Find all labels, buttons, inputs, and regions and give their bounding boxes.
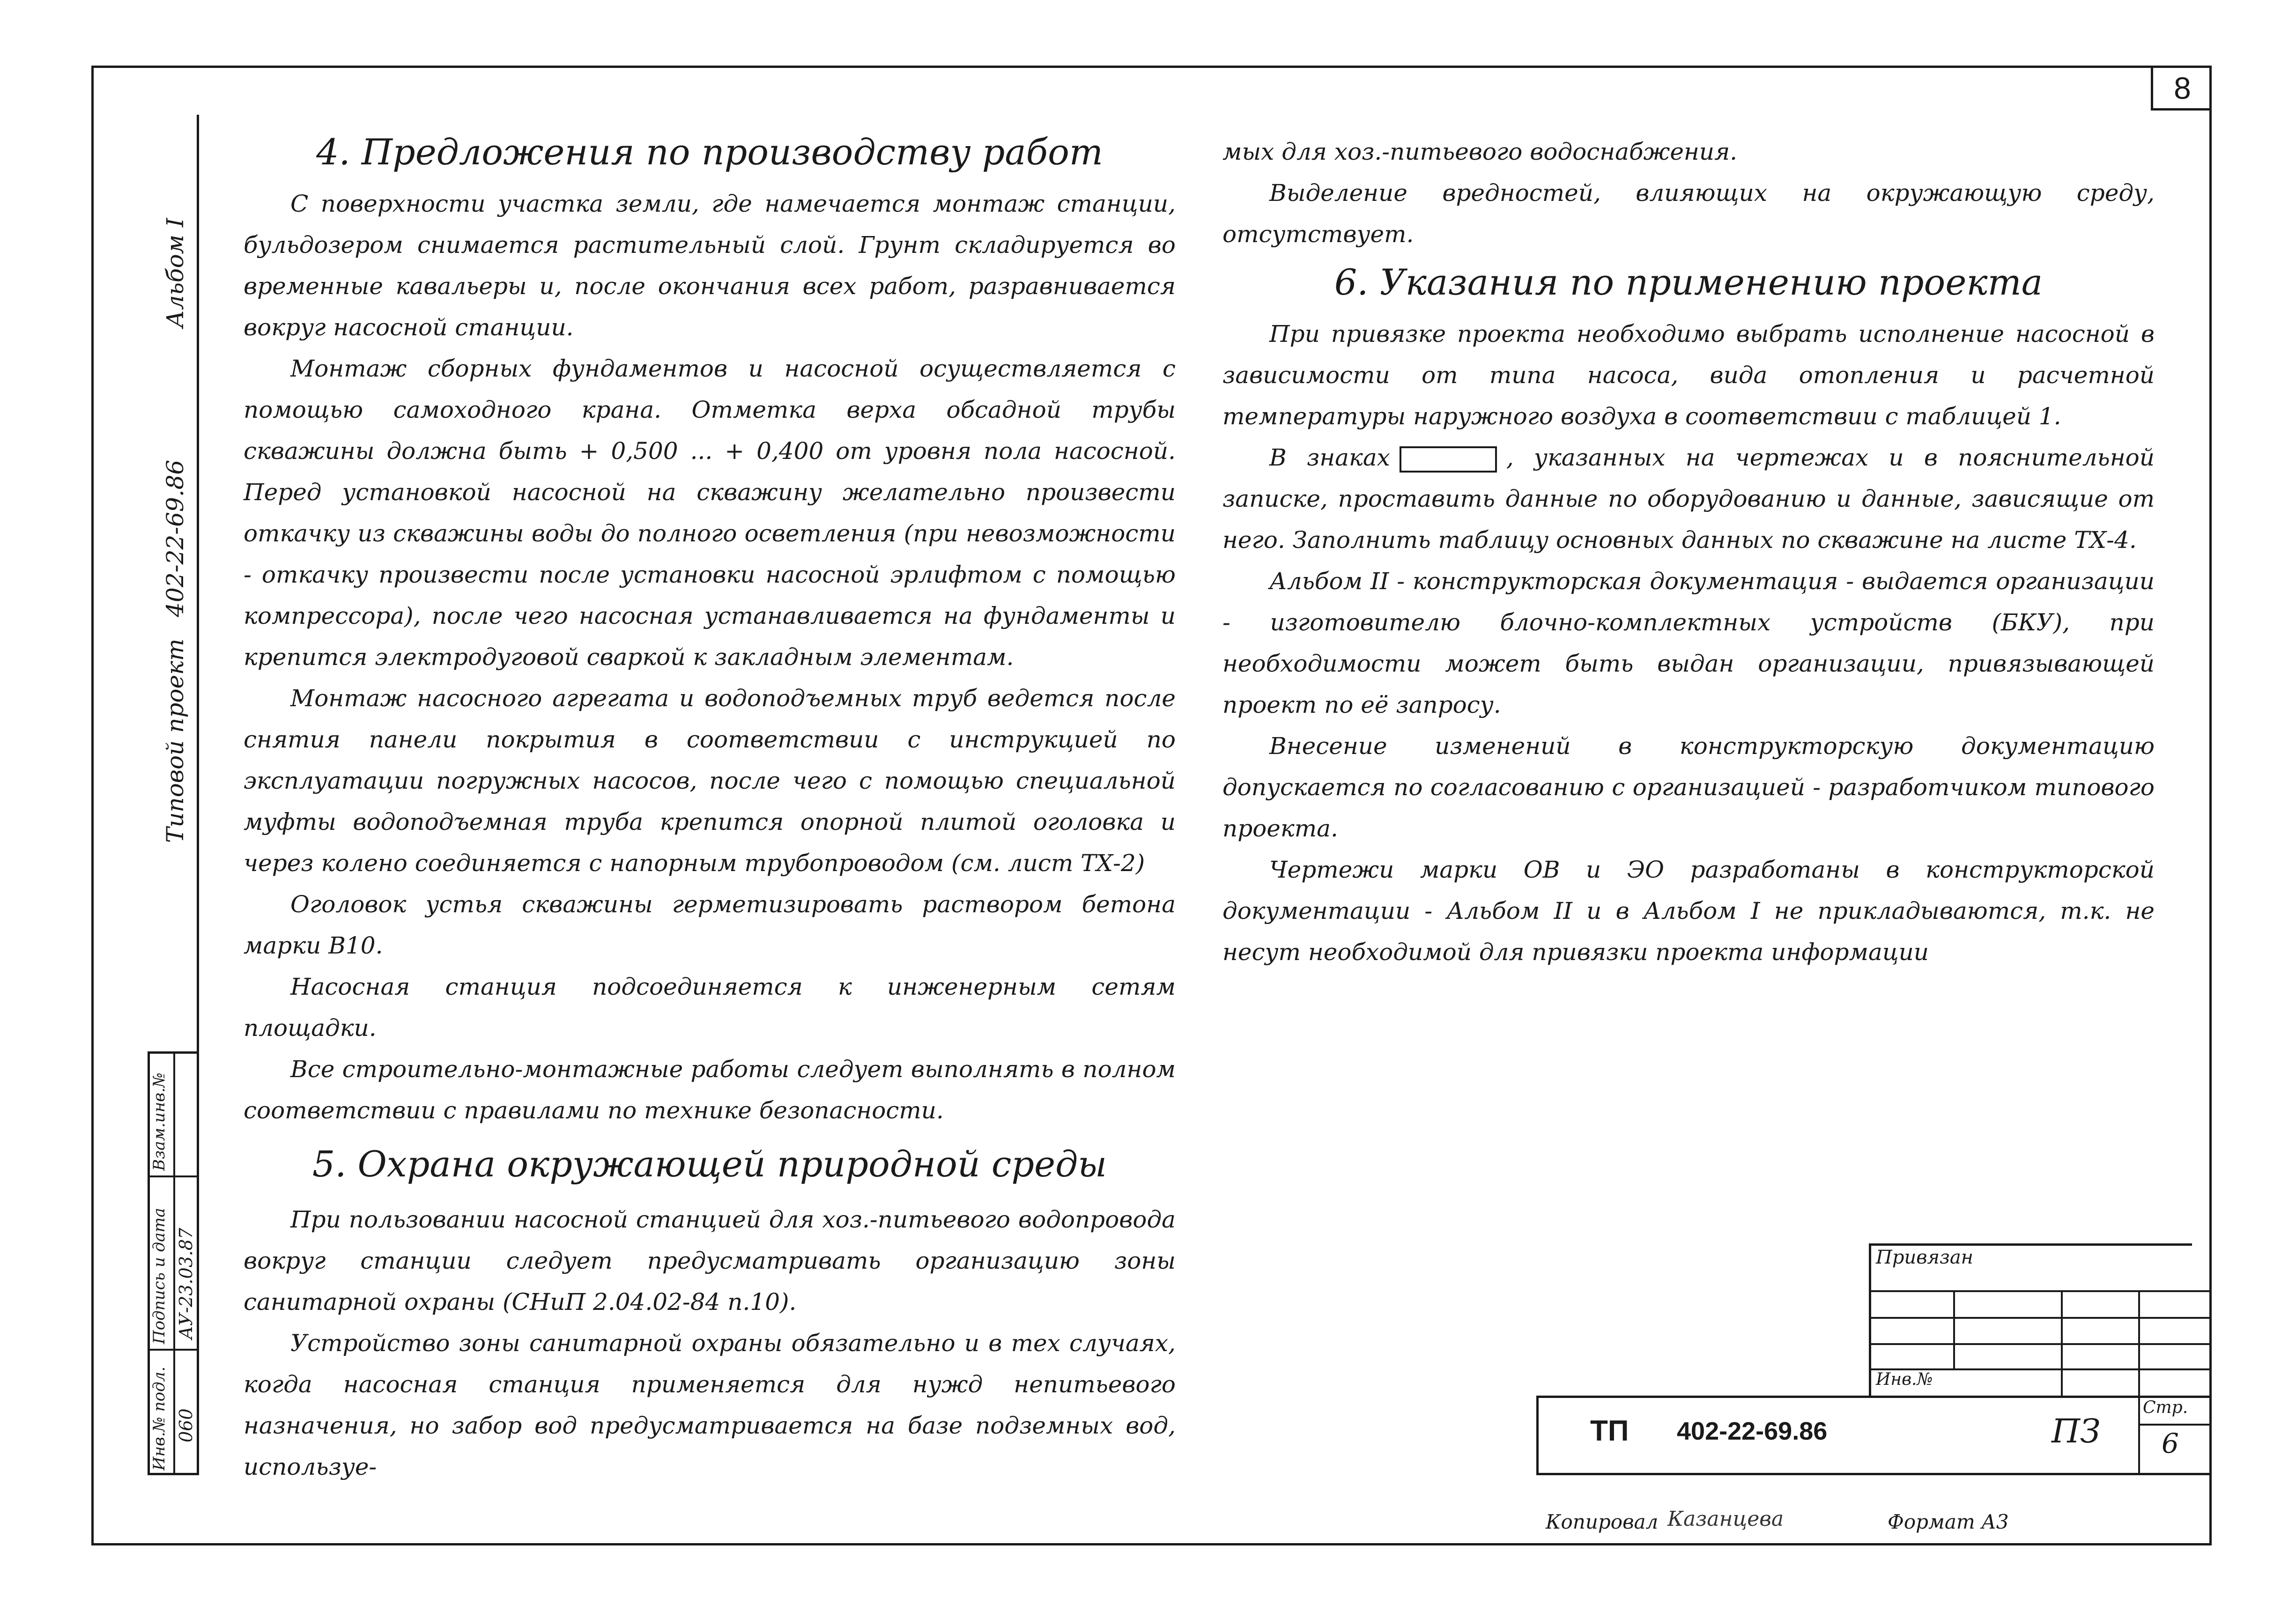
sign-label: Подпись и дата <box>150 1208 169 1344</box>
section6-p2 <box>1222 437 2155 561</box>
continuation-text: мых для хоз.-питьевого водоснабжения. <box>1222 138 1738 165</box>
left-stamp-divider <box>173 1051 175 1475</box>
bound-row2 <box>1869 1317 2211 1319</box>
bound-col1 <box>1953 1290 1955 1370</box>
section6-p5: Чертежи марки ОВ и ЭО разработаны в конструкторской документации - Альбом II и в Альбом I не прикладываются, т.к. не несут необходимой для привязки проекта информации <box>1222 856 2155 966</box>
copied-signature: Казанцева <box>1667 1507 1784 1531</box>
bound-label: Привязан <box>1876 1247 1974 1268</box>
stamp-page: 6 <box>2162 1427 2179 1459</box>
stamp-doc: ПЗ <box>2052 1412 2101 1450</box>
section6-p3: Альбом II - конструкторская документация - выдается организации - изготовителю блочно-комплектных устройств (БКУ), при необходимости может быть выдан организации, привязывающей проект по её запросу. <box>1222 568 2155 718</box>
placeholder-sign-box <box>1400 446 1497 473</box>
format-label: Формат А3 <box>1888 1510 2009 1533</box>
copied-label: Копировал <box>1546 1510 1659 1533</box>
left-stamp-row1 <box>148 1175 199 1177</box>
inv-label: Инв.№ подл. <box>150 1367 169 1471</box>
section6-p2-start: В знаках <box>1269 444 1390 471</box>
bound-col2 <box>2061 1290 2063 1398</box>
sign-value: АУ-23.03.87 <box>176 1227 196 1339</box>
section5-p2: Устройство зоны санитарной охраны обязательно и в тех случаях, когда насосная станция применяется для нужд непитьевого назначения, но забор вод предусматривается на базе подземных вод, используе- <box>244 1330 1176 1480</box>
section4-p3: Монтаж насосного агрегата и водоподъемных труб ведется после снятия панели покрытия в соответствии с инструкцией по эксплуатации погружных насосов, после чего с помощью специальной муфты водоподъемная труба крепится опорной плитой оголовка и через колено соединяется с напорным трубопроводом (см. лист ТХ-2) <box>244 685 1176 877</box>
section6-title: 6. Указания по применению проекта <box>1334 261 2043 303</box>
bound-row1 <box>1869 1290 2211 1292</box>
section6-p2-end: , указанных на чертежах и в пояснительной записке, проставить данные по оборудованию и данные, зависящие от него. Заполнить таблицу основных данных по скважине на листе ТХ-4. <box>1222 444 2155 554</box>
main-stamp-page-divider <box>2138 1396 2140 1475</box>
section6-p1: При привязке проекта необходимо выбрать исполнение насосной в зависимости от типа насоса, вида отопления и расчетной температуры наружного воздуха в соответствии с таблицей 1. <box>1222 320 2155 430</box>
section5-p1: При пользовании насосной станцией для хоз.-питьевого водопровода вокруг станции следует предусматривать организацию зоны санитарной охраны (СНиП 2.04.02-84 п.10). <box>244 1206 1176 1316</box>
section4-p1: С поверхности участка земли, где намечается монтаж станции, бульдозером снимается растительный слой. Грунт складируется во временные кавальеры и, после окончания всех работ, разравнивается вокруг насосной станции. <box>244 190 1176 341</box>
project-code: 402-22-69.86 <box>162 459 189 617</box>
stamp-tp: ТП <box>1590 1415 1629 1447</box>
project-label <box>162 460 189 843</box>
main-stamp-page-row <box>2138 1424 2212 1426</box>
emissions-text: Выделение вредностей, влияющих на окружающую среду, отсутствует. <box>1222 179 2155 248</box>
left-column <box>244 131 1176 1487</box>
project-label-text: Типовой проект <box>162 638 189 843</box>
section4-title: 4. Предложения по производству работ <box>316 131 1103 173</box>
sheet-number: 8 <box>2151 66 2212 111</box>
bound-col3 <box>2138 1290 2140 1398</box>
section4-p5: Насосная станция подсоединяется к инженерным сетям площадки. <box>244 973 1176 1042</box>
right-column <box>1222 131 2155 973</box>
stamp-page-label: Стр. <box>2143 1398 2188 1417</box>
exchange-label: Взам.инв.№ <box>150 1072 169 1171</box>
section4-p2: Монтаж сборных фундаментов и насосной осуществляется с помощью самоходного крана. Отметка верха обсадной трубы скважины должна быть + 0,500 ... + 0,400 от уровня пола насосной. Перед установкой насосной на скважину желательно произвести откачку из скважины воды до полного осветления (при невозможности - откачку произвести после установки насосной эрлифтом с помощью компрессора), после чего насосная устанавливается на фундаменты и крепится электродуговой сваркой к закладным элементам. <box>244 355 1176 671</box>
left-stamp-row2 <box>148 1349 199 1351</box>
stamp-code: 402-22-69.86 <box>1677 1417 1828 1445</box>
bound-row3 <box>1869 1343 2211 1345</box>
section5-title: 5. Охрана окружающей природной среды <box>312 1143 1107 1185</box>
album-label: Альбом I <box>162 218 189 328</box>
section4-p6: Все строительно-монтажные работы следует выполнять в полном соответствии с правилами по технике безопасности. <box>244 1056 1176 1124</box>
inv-value: 060 <box>176 1408 196 1442</box>
main-stamp <box>1536 1396 2212 1475</box>
section4-p4: Оголовок устья скважины герметизировать раствором бетона марки В10. <box>244 891 1176 959</box>
bound-inv-label: Инв.№ <box>1876 1370 1933 1389</box>
section6-p4: Внесение изменений в конструкторскую документацию допускается по согласованию с организацией - разработчиком типового проекта. <box>1222 732 2155 842</box>
